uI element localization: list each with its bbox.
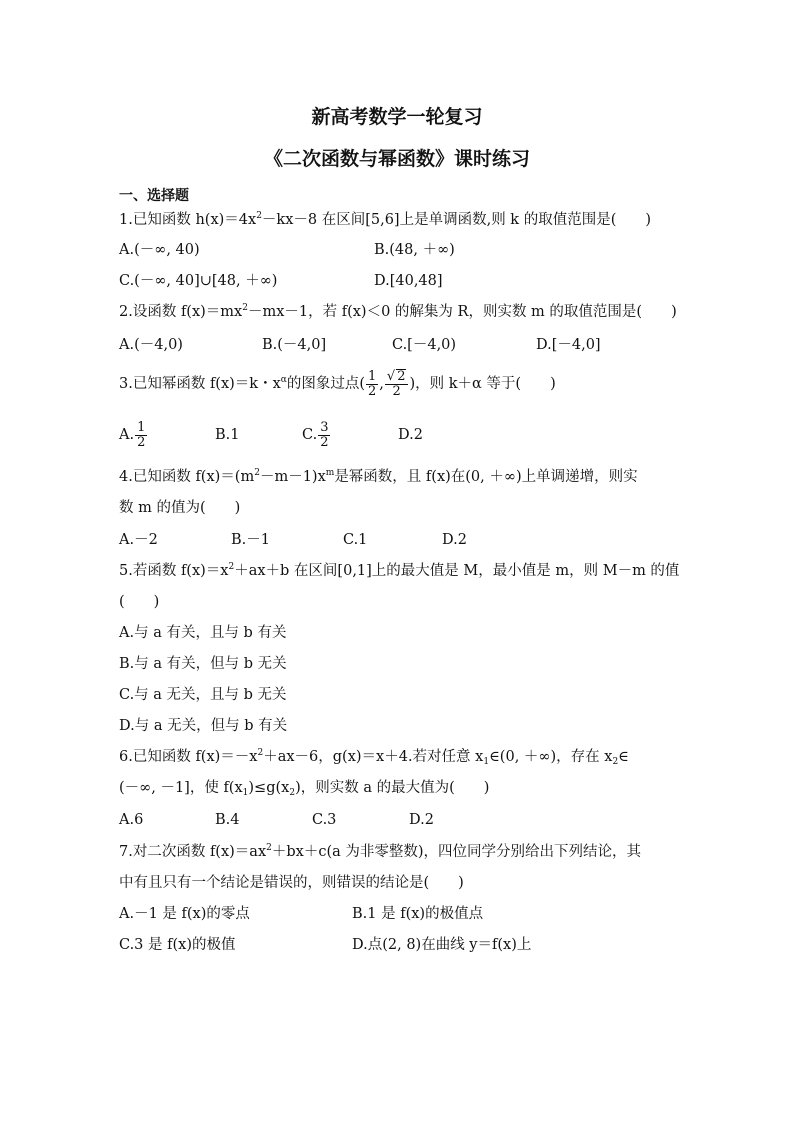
- question-2-option-c: C.[－4,0): [392, 337, 457, 353]
- fraction-root2-over-2: $\frac{√ 2}{2}$: [385, 369, 409, 399]
- question-4-option-b: B.－1: [231, 532, 270, 548]
- question-6-option-d: D.2: [409, 812, 434, 828]
- document-subtitle: 《二次函数与幂函数》课时练习: [263, 148, 530, 170]
- question-6-stem-line2: (－∞, －1]，使 $f(x_1)\le g(x_2)$，则实数 a 的最大值为( ): [119, 780, 490, 798]
- question-4-option-a: A.－2: [119, 532, 158, 548]
- question-4-stem-line2: 数 m 的值为( ): [119, 500, 241, 516]
- question-4-option-c: C.1: [343, 532, 368, 548]
- question-3-option-a: A. $\frac{1}{2}$: [119, 419, 146, 450]
- sqrt-icon: √: [386, 369, 396, 384]
- question-3-option-b: B.1: [215, 427, 240, 443]
- question-5-stem-line2: ( ): [119, 594, 160, 610]
- document-title: 新高考数学一轮复习: [311, 106, 483, 128]
- question-5-stem: 5.若函数 $f(x)=x^2+ax+b$ 在区间[0,1]上的最大值是 M，最小值是 m，则 M－m 的值: [119, 562, 680, 579]
- question-2-option-d: D.[－4,0]: [536, 337, 601, 353]
- question-1-stem: 1.已知函数 $h(x)=4x^2-kx-8$ 在区间[5,6]上是单调函数,则 k 的取值范围是( ): [119, 211, 652, 228]
- question-2-option-a: A.(－4,0): [119, 337, 183, 353]
- question-6-option-c: C.3: [312, 812, 337, 828]
- section-heading: 一、选择题: [119, 188, 189, 204]
- question-3-stem: 3.已知幂函数 f(x)＝k・$x^\alpha$的图象过点( $\frac{1}{2}$ , $\frac{√ 2}{2}$ )，则 k＋α 等于( ): [119, 368, 556, 399]
- question-5-option-c: C.与 a 无关，且与 b 无关: [119, 687, 287, 703]
- question-7-stem: 7.对二次函数 $f(x)=ax^2+bx+c(a$ 为非零整数)，四位同学分别给出下列结论，其: [119, 843, 642, 860]
- question-4-option-d: D.2: [442, 532, 467, 548]
- question-1-option-d: D.[40,48]: [374, 273, 443, 289]
- question-3-option-d: D.2: [398, 427, 423, 443]
- question-1-option-a: A.(－∞, 40): [119, 242, 200, 258]
- question-2-stem: 2.设函数 $f(x)=mx^2-mx-1$，若 f(x)＜0 的解集为 R，则实数 m 的取值范围是( ): [119, 303, 677, 320]
- fraction-one-half: $\frac{1}{2}$: [368, 368, 377, 399]
- question-6-option-b: B.4: [215, 812, 240, 828]
- question-7-stem-line2: 中有且只有一个结论是错误的，则错误的结论是( ): [119, 875, 464, 891]
- question-2-option-b: B.(－4,0]: [262, 337, 327, 353]
- question-5-option-a: A.与 a 有关，且与 b 有关: [119, 625, 287, 641]
- question-5-option-b: B.与 a 有关，但与 b 无关: [119, 656, 287, 672]
- question-1-option-b: B.(48, ＋∞): [374, 242, 455, 258]
- question-6-stem: 6.已知函数 $f(x)=-x^2+ax-6$，g(x)＝x＋4.若对任意 $x_1\in(0$, ＋∞)，存在 $x_2\in$: [119, 748, 629, 767]
- question-7-option-b: B.1 是 f(x)的极值点: [352, 906, 484, 922]
- question-6-option-a: A.6: [119, 812, 144, 828]
- question-1-option-c: C.(－∞, 40]∪[48, ＋∞): [119, 273, 278, 289]
- question-7-option-a: A.－1 是 f(x)的零点: [119, 906, 250, 922]
- question-4-stem: 4.已知函数 $f(x)=(m^2-m-1)x^m$是幂函数，且 f(x)在(0, ＋∞)上单调递增，则实: [119, 468, 638, 485]
- question-3-option-c: C. $\frac{3}{2}$: [302, 419, 329, 450]
- question-7-option-d: D.点(2, 8)在曲线 y＝f(x)上: [352, 937, 532, 953]
- question-7-option-c: C.3 是 f(x)的极值: [119, 937, 236, 953]
- question-5-option-d: D.与 a 无关，但与 b 有关: [119, 718, 288, 734]
